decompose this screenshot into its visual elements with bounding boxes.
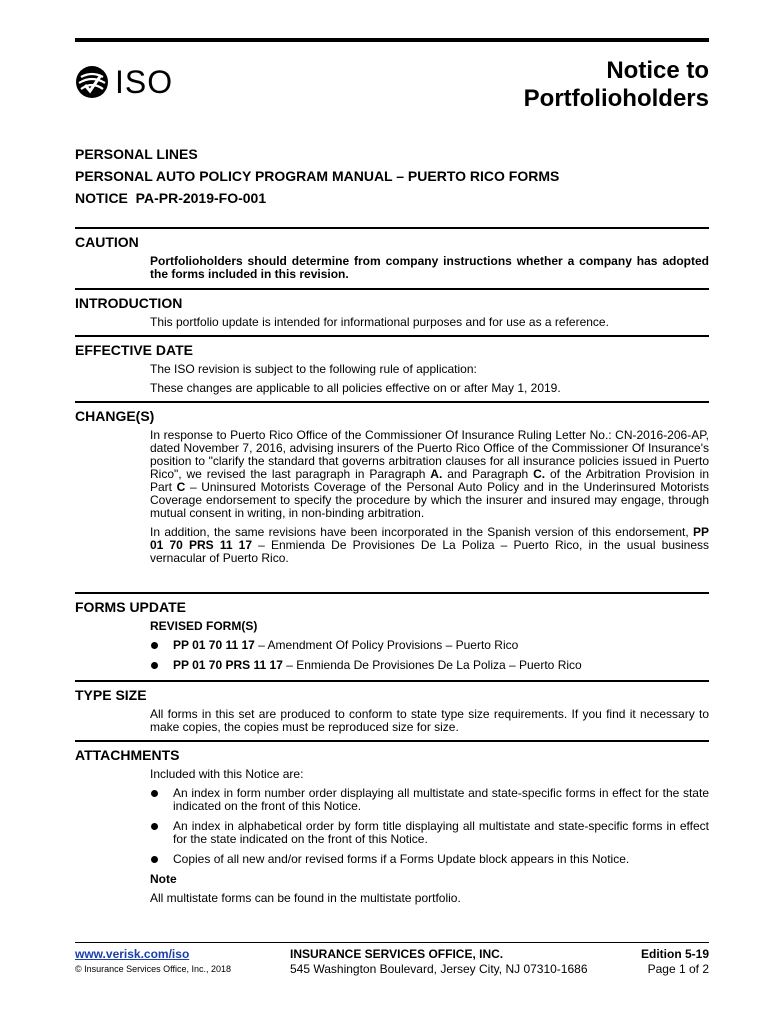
list-item bbox=[150, 659, 709, 672]
iso-globe-icon bbox=[75, 65, 109, 99]
section-rule bbox=[75, 288, 709, 290]
text-run: In response to Puerto Rico Office of the Commissioner Of Insurance Ruling Letter No.: CN-2016-206-AP, dated November 7, 2016, advising insurers of the Puerto Rico Office of the Commissioner Of Insurance's position to "clarify the standard that governs arbitration clauses for all insurance policies issued in Puerto Rico", we revised the last paragraph in Paragraph bbox=[150, 428, 709, 481]
effective-date-section bbox=[75, 335, 709, 401]
list-item: An index in form number order displaying all multistate and state-specific forms in effect for the state indicated on the front of this Notice. bbox=[150, 787, 709, 813]
attachments-list bbox=[150, 787, 709, 866]
section-title: CAUTION bbox=[75, 234, 139, 250]
footer-left bbox=[75, 947, 231, 977]
logo-text: ISO bbox=[115, 64, 174, 100]
section-title: FORMS UPDATE bbox=[75, 599, 186, 615]
revised-forms-subhead: REVISED FORM(S) bbox=[150, 619, 258, 633]
section-rule bbox=[75, 401, 709, 403]
section-body bbox=[150, 316, 709, 329]
section-body bbox=[150, 620, 709, 672]
list-item: An index in alphabetical order by form title displaying all multistate and state-specific forms in effect for the state indicated on the front of this Notice. bbox=[150, 820, 709, 846]
type-size-section bbox=[75, 680, 709, 740]
list-item: Copies of all new and/or revised forms if a Forms Update block appears in this Notice. bbox=[150, 853, 709, 866]
notice-title-line2: Portfolioholders bbox=[523, 85, 709, 112]
section-body bbox=[150, 429, 709, 565]
footer-company bbox=[290, 947, 588, 977]
notice-title bbox=[524, 57, 709, 113]
forms-update-section bbox=[75, 592, 709, 679]
text-run: and Paragraph bbox=[442, 467, 534, 481]
heading-line-2: PERSONAL AUTO POLICY PROGRAM MANUAL – PUERTO RICO FORMS bbox=[75, 168, 560, 184]
form-description: – Amendment Of Policy Provisions – Puerto Rico bbox=[254, 638, 519, 652]
top-rule bbox=[75, 38, 709, 42]
caution-text: Portfolioholders should determine from company instructions whether a company has adopted the forms included in this revision. bbox=[150, 254, 709, 281]
section-title: EFFECTIVE DATE bbox=[75, 342, 193, 358]
form-description: – Enmienda De Provisiones De La Poliza – Puerto Rico bbox=[282, 658, 582, 672]
changes-paragraph-1 bbox=[150, 429, 709, 520]
verisk-link[interactable]: www.verisk.com/iso bbox=[75, 947, 190, 961]
section-rule bbox=[75, 740, 709, 742]
section-rule bbox=[75, 335, 709, 337]
section-body bbox=[150, 708, 709, 734]
company-address: 545 Washington Boulevard, Jersey City, NJ 07310-1686 bbox=[290, 962, 588, 976]
attachments-section bbox=[75, 740, 709, 911]
form-code: PP 01 70 PRS 11 17 bbox=[173, 658, 283, 672]
introduction-section bbox=[75, 288, 709, 335]
text-run: of the Arbitration Provision in Part bbox=[150, 467, 710, 494]
section-rule bbox=[75, 592, 709, 594]
text-run: In addition, the same revisions have been incorporated in the Spanish version of this endorsement, bbox=[150, 525, 693, 539]
company-name: INSURANCE SERVICES OFFICE, INC. bbox=[290, 947, 504, 961]
changes-section bbox=[75, 401, 709, 571]
copyright-text: © Insurance Services Office, Inc., 2018 bbox=[75, 964, 232, 974]
text-run: – Enmienda De Provisiones De La Poliza – Puerto Rico, in the usual business vernacular of Puerto Rico. bbox=[150, 538, 710, 565]
introduction-text: This portfolio update is intended for informational purposes and for use as a reference. bbox=[150, 315, 609, 329]
footer-right bbox=[641, 947, 709, 977]
note-label: Note bbox=[150, 872, 177, 886]
section-title: CHANGE(S) bbox=[75, 408, 155, 424]
type-size-text: All forms in this set are produced to conform to state type size requirements. If you find it necessary to make copies, the copies must be reproduced size for size. bbox=[150, 707, 709, 734]
text-run: – Uninsured Motorists Coverage of the Personal Auto Policy and in the Underinsured Motorists Coverage endorsement to specify the procedure by which the insurer and insured may engage, through mutual consent in writing, in non-binding arbitration. bbox=[150, 480, 710, 520]
note-text: All multistate forms can be found in the multistate portfolio. bbox=[150, 891, 461, 905]
notice-title-line1: Notice to bbox=[606, 57, 709, 84]
notice-heading bbox=[75, 143, 559, 209]
iso-logo bbox=[75, 64, 173, 100]
section-rule bbox=[75, 227, 709, 229]
section-body bbox=[150, 255, 709, 281]
effective-date-p1: The ISO revision is subject to the following rule of application: bbox=[150, 362, 477, 376]
section-title: ATTACHMENTS bbox=[75, 747, 180, 763]
section-body bbox=[150, 768, 709, 905]
section-body bbox=[150, 363, 709, 395]
section-title: TYPE SIZE bbox=[75, 687, 147, 703]
form-code: PP 01 70 11 17 bbox=[173, 638, 255, 652]
heading-line-3: NOTICE PA-PR-2019-FO-001 bbox=[75, 190, 267, 206]
text-run: C. bbox=[533, 467, 546, 481]
text-run: C bbox=[176, 480, 186, 494]
edition-label: Edition 5-19 bbox=[640, 947, 709, 961]
list-item bbox=[150, 639, 709, 652]
revised-forms-list bbox=[150, 639, 709, 672]
footer-rule bbox=[75, 942, 709, 943]
section-title: INTRODUCTION bbox=[75, 295, 183, 311]
heading-line-1: PERSONAL LINES bbox=[75, 146, 198, 162]
text-run: A. bbox=[430, 467, 443, 481]
attachments-intro: Included with this Notice are: bbox=[150, 767, 304, 781]
changes-paragraph-2 bbox=[150, 526, 709, 565]
page-number: Page 1 of 2 bbox=[647, 962, 709, 976]
effective-date-p2: These changes are applicable to all policies effective on or after May 1, 2019. bbox=[150, 381, 561, 395]
section-rule bbox=[75, 680, 709, 682]
caution-section bbox=[75, 227, 709, 287]
form-code: PP 01 70 PRS 11 17 bbox=[150, 525, 709, 552]
